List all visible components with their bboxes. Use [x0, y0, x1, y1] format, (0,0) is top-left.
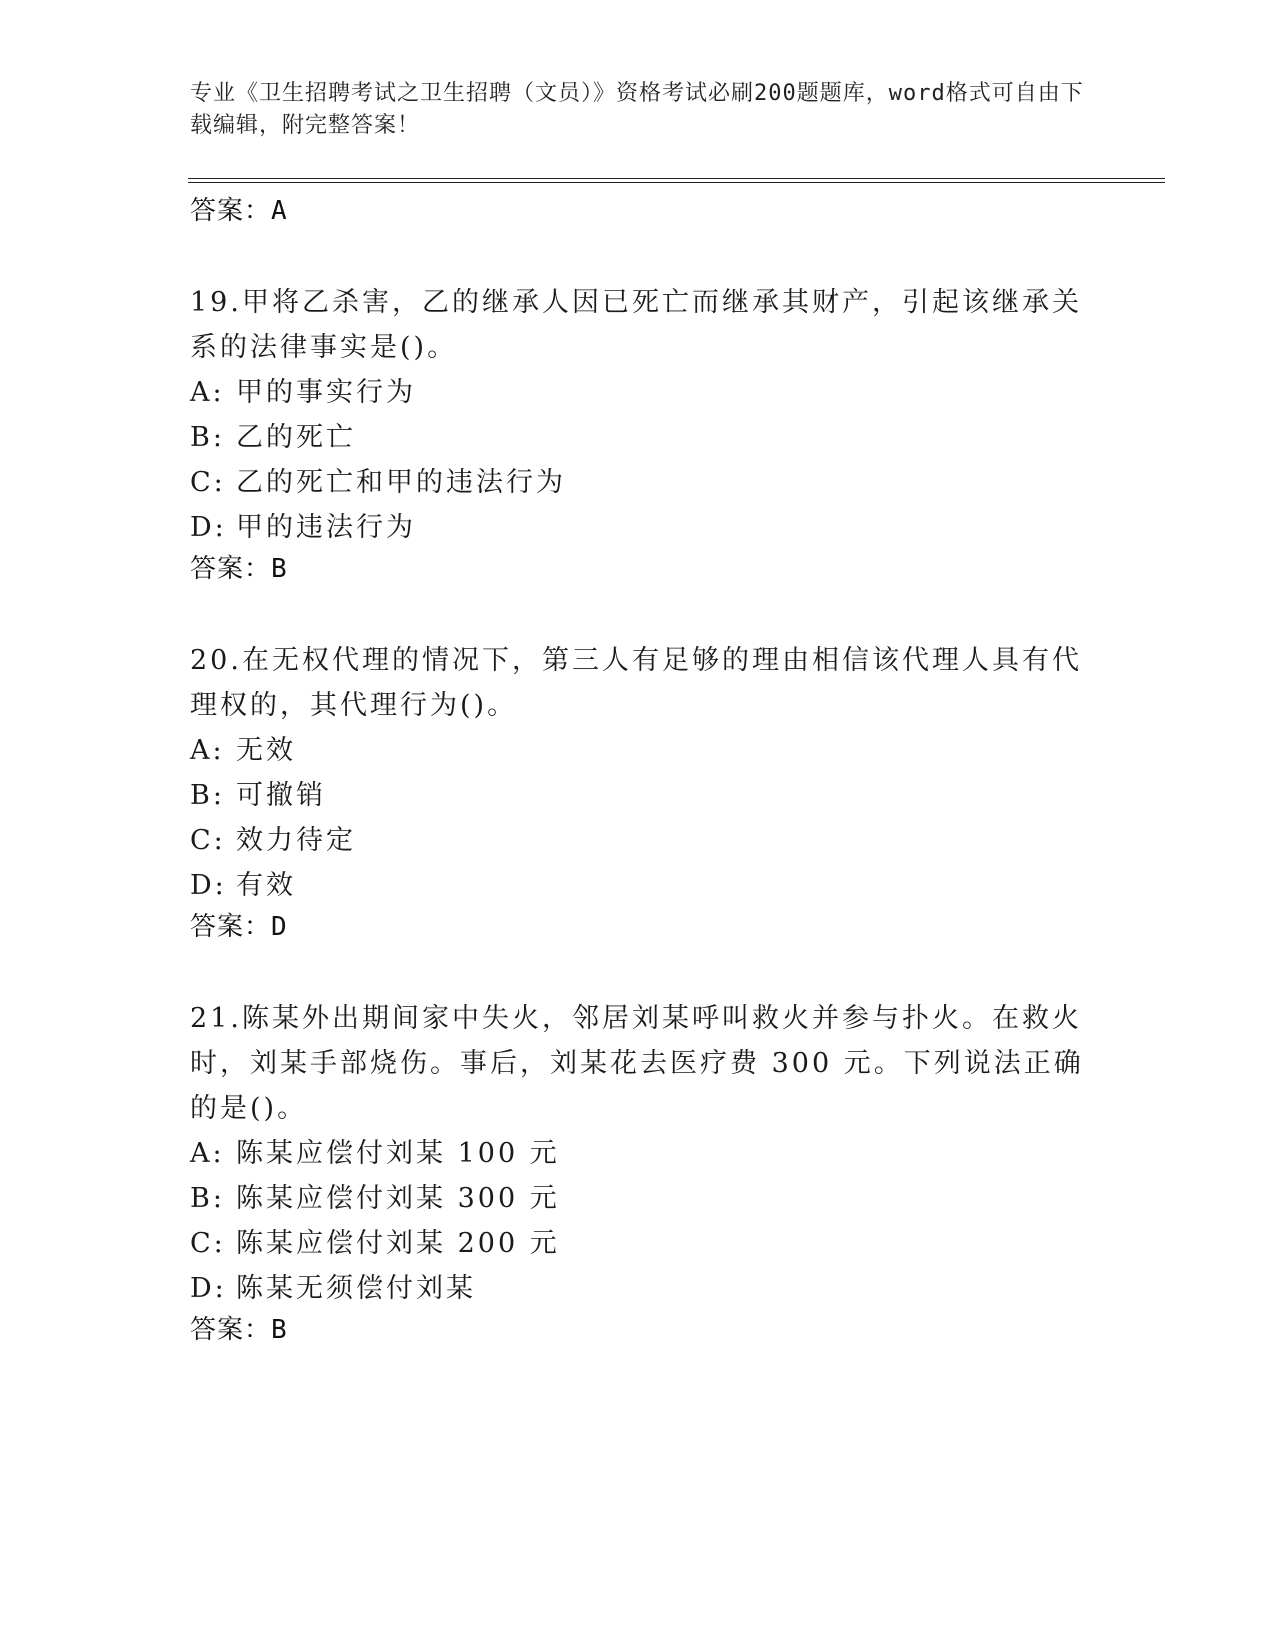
- option-text: 无效: [236, 735, 296, 766]
- option-text: 甲的事实行为: [236, 377, 416, 408]
- question-stem: 19.甲将乙杀害，乙的继承人因已死亡而继承其财产，引起该继承关系的法律事实是()。: [190, 287, 1082, 363]
- option-letter: B:: [190, 422, 225, 453]
- option-letter: B:: [190, 1183, 225, 1214]
- question-answer: 答案：D: [190, 912, 288, 942]
- option-letter: C:: [190, 1228, 226, 1259]
- option-text: 陈某应偿付刘某 100 元: [236, 1138, 560, 1169]
- option-a: [190, 370, 1090, 415]
- option-text: 陈某应偿付刘某 200 元: [236, 1228, 560, 1259]
- option-letter: D:: [190, 1273, 227, 1304]
- question-21: [190, 996, 1090, 1351]
- page-header-title: 专业《卫生招聘考试之卫生招聘（文员）》资格考试必刷200题题库，word格式可自由下载编辑，附完整答案！: [190, 81, 1084, 138]
- option-d: [190, 863, 1090, 908]
- question-19: [190, 280, 1090, 590]
- option-d: [190, 1266, 1090, 1311]
- option-letter: C:: [190, 825, 226, 856]
- option-letter: D:: [190, 512, 227, 543]
- option-letter: A:: [190, 735, 225, 766]
- option-text: 陈某应偿付刘某 300 元: [236, 1183, 560, 1214]
- question-answer: 答案：B: [190, 554, 288, 584]
- option-text: 甲的违法行为: [236, 512, 416, 543]
- option-c: [190, 460, 1090, 505]
- option-text: 可撤销: [236, 780, 326, 811]
- option-d: [190, 505, 1090, 550]
- document-body: [190, 194, 1090, 1351]
- option-text: 陈某无须偿付刘某: [236, 1273, 476, 1304]
- option-b: [190, 1176, 1090, 1221]
- option-letter: D:: [190, 870, 227, 901]
- option-text: 效力待定: [236, 825, 356, 856]
- question-stem: 21.陈某外出期间家中失火，邻居刘某呼叫救火并参与扑火。在救火时，刘某手部烧伤。事后，刘某花去医疗费 300 元。下列说法正确的是()。: [190, 1003, 1084, 1124]
- question-answer: 答案：B: [190, 1315, 288, 1345]
- option-a: [190, 728, 1090, 773]
- option-letter: A:: [190, 1138, 225, 1169]
- header-double-rule: [188, 178, 1165, 183]
- question-stem: 20.在无权代理的情况下，第三人有足够的理由相信该代理人具有代理权的，其代理行为()。: [190, 645, 1082, 721]
- option-b: [190, 415, 1090, 460]
- option-letter: C:: [190, 467, 226, 498]
- option-text: 乙的死亡和甲的违法行为: [236, 467, 566, 498]
- option-text: 有效: [236, 870, 296, 901]
- option-letter: A:: [190, 377, 225, 408]
- option-letter: B:: [190, 780, 225, 811]
- option-c: [190, 1221, 1090, 1266]
- previous-answer: 答案：A: [190, 196, 288, 226]
- option-c: [190, 818, 1090, 863]
- option-b: [190, 773, 1090, 818]
- option-text: 乙的死亡: [236, 422, 356, 453]
- option-a: [190, 1131, 1090, 1176]
- question-20: [190, 638, 1090, 948]
